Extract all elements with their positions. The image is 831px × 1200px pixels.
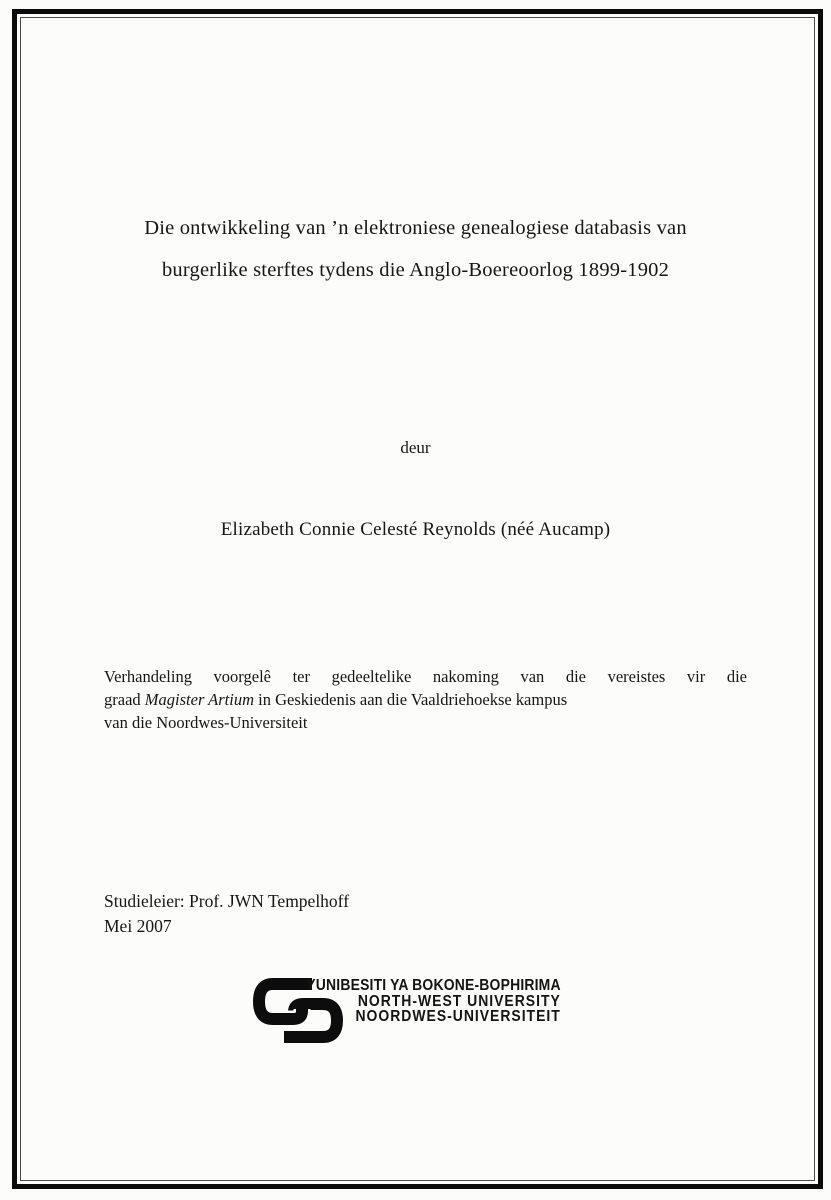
degree-statement-line1: Verhandeling voorgelê ter gedeeltelike nakoming van die vereistes vir die [104, 667, 747, 686]
logo-name-setswana: YUNIBESITI YA BOKONE-BOPHIRIMA [306, 977, 561, 994]
university-logo-wordmark [307, 978, 561, 1025]
degree-statement [104, 665, 747, 734]
degree-statement-line2 [104, 688, 747, 711]
degree-statement-line2-post: in Geskiedenis aan die Vaaldriehoekse kampus [254, 690, 568, 709]
logo-name-english: NORTH-WEST UNIVERSITY [358, 992, 561, 1010]
degree-name-italic: Magister Artium [144, 690, 255, 709]
logo-name-afrikaans: NOORDWES-UNIVERSITEIT [355, 1008, 561, 1025]
author-name: Elizabeth Connie Celesté Reynolds (néé Aucamp) [220, 519, 611, 540]
thesis-title-line1: Die ontwikkeling van ’n elektroniese genealogiese databasis van [144, 217, 687, 239]
thesis-title-line2: burgerlike sterftes tydens die Anglo-Boereoorlog 1899-1902 [161, 259, 670, 281]
byline-label: deur [400, 438, 431, 457]
thesis-title [40, 207, 791, 291]
supervisor-line: Studieleier: Prof. JWN Tempelhoff [104, 891, 350, 911]
degree-statement-line2-pre: graad [104, 690, 145, 709]
university-logo [253, 974, 561, 1056]
degree-statement-line3: van die Noordwes-Universiteit [104, 713, 308, 732]
supervisor-and-date [104, 889, 349, 939]
date-line: Mei 2007 [104, 916, 172, 936]
